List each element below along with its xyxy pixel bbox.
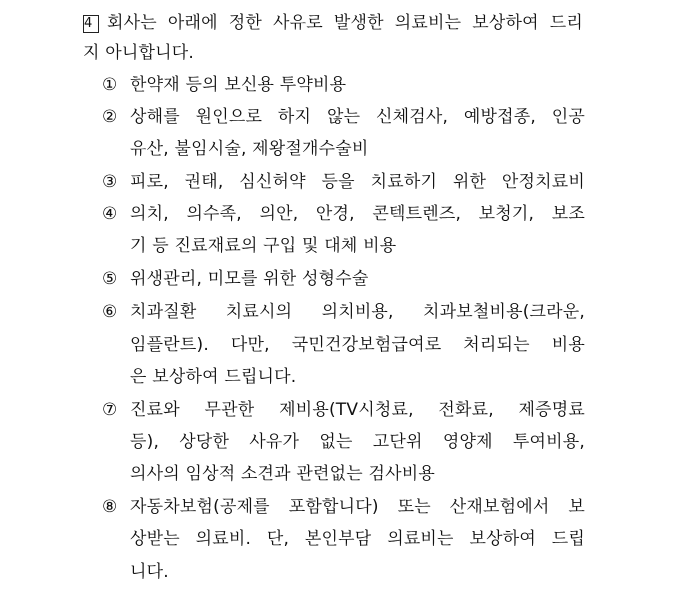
item-5-line-1: 위생관리, 미모를 위한 성형수술 xyxy=(130,269,369,289)
item-4-marker: ④ xyxy=(102,204,118,224)
item-7-line-2: 등), 상당한 사유가 없는 고단위 영양제 투여비용, xyxy=(130,432,585,452)
item-6-marker: ⑥ xyxy=(102,302,118,322)
item-4-line-2: 기 등 진료재료의 구입 및 대체 비용 xyxy=(130,236,397,256)
item-7-line-1: 진료와 무관한 제비용(TV시청료, 전화료, 제증명료 xyxy=(130,400,585,420)
item-8-marker: ⑧ xyxy=(102,497,118,517)
item-2-marker: ② xyxy=(102,107,118,127)
item-7-marker: ⑦ xyxy=(102,400,118,420)
clause-text-2: 지 아니합니다. xyxy=(83,43,194,63)
item-7-line-3: 의사의 임상적 소견과 관련없는 검사비용 xyxy=(130,464,435,484)
item-1-marker: ① xyxy=(102,75,118,95)
clause-line-1 xyxy=(83,12,583,34)
item-8-line-1: 자동차보험(공제를 포함합니다) 또는 산재보험에서 보 xyxy=(130,497,585,517)
item-8-line-2: 상받는 의료비. 단, 본인부담 의료비는 보상하여 드립 xyxy=(130,529,585,549)
clause-line-2 xyxy=(83,42,194,64)
item-1-line-1: 한약재 등의 보신용 투약비용 xyxy=(130,75,347,95)
item-4-line-1: 의치, 의수족, 의안, 안경, 콘텍트렌즈, 보청기, 보조 xyxy=(130,204,585,224)
item-6-line-3: 은 보상하여 드립니다. xyxy=(130,367,297,387)
item-8-line-3: 니다. xyxy=(130,562,169,582)
item-2-line-1: 상해를 원인으로 하지 않는 신체검사, 예방접종, 인공 xyxy=(130,107,585,127)
item-2-line-2: 유산, 불임시술, 제왕절개수술비 xyxy=(130,139,369,159)
clause-text-1: 회사는 아래에 정한 사유로 발생한 의료비는 보상하여 드리 xyxy=(107,13,583,33)
item-3-marker: ③ xyxy=(102,172,118,192)
clause-number-box: 4 xyxy=(83,15,99,33)
item-5-marker: ⑤ xyxy=(102,269,118,289)
item-6-line-1: 치과질환 치료시의 의치비용, 치과보철비용(크라운, xyxy=(130,302,585,322)
item-3-line-1: 피로, 권태, 심신허약 등을 치료하기 위한 안정치료비 xyxy=(130,172,585,192)
item-6-line-2: 임플란트). 다만, 국민건강보험급여로 처리되는 비용 xyxy=(130,335,585,355)
